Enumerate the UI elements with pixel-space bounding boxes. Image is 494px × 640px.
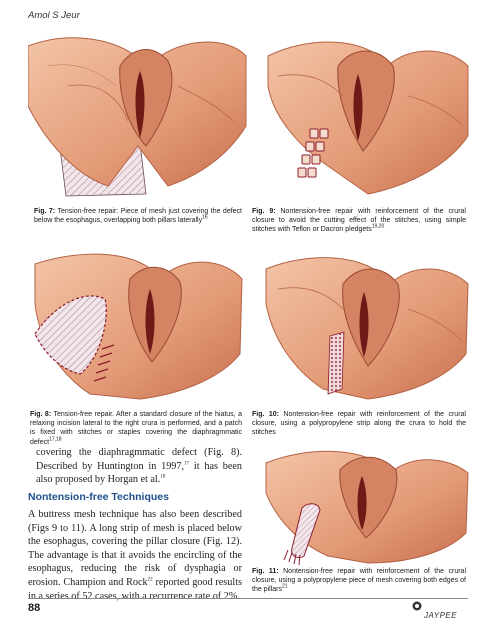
- figure-10-text: Nontension-free repair with reinforcement of the crural closure, using a polypropylene strip along the crura to hold the stitches: [252, 411, 466, 437]
- figure-11-illustration: [258, 438, 472, 566]
- figure-11-text: Nontension-free repair with reinforcement of the crural closure, using a polypropylene piece of mesh covering both edges of the pillars: [252, 568, 466, 594]
- figure-7-illustration: [28, 26, 248, 201]
- figure-7-ref: 16: [202, 214, 208, 221]
- figure-10-label: Fig. 10:: [252, 411, 279, 418]
- figure-7-text: Tension-free repair: Piece of mesh just covering the defect below the esophagus, overlapping both pillars laterally: [34, 208, 242, 225]
- running-header: Amol S Jeur: [28, 10, 80, 21]
- footer-rule: [28, 598, 468, 599]
- paragraph-1-ref-1: 17: [184, 461, 190, 467]
- figure-10-caption: [252, 410, 466, 438]
- figure-9-text: Nontension-free repair with reinforcement of the crural closure to avoid the cutting effect of the stitches, using simple stitches with Teflon or Dacron pledgets: [252, 208, 466, 234]
- figure-9-caption: [252, 207, 466, 235]
- publisher-logo: [412, 601, 468, 625]
- publisher-mark-icon: [412, 601, 422, 611]
- figure-9-illustration: [258, 26, 472, 201]
- body-paragraph-1: [36, 446, 242, 487]
- paragraph-1-text-b: it has been also proposed by Horgan et al.: [36, 460, 242, 486]
- figure-8-text: Tension-free repair. After a standard closure of the hiatus, a relaxing incision lateral to the right crura is performed, and a patch is fixed with stitches or staples covering the diaphragmmatic defect: [30, 411, 242, 446]
- figure-8-caption: [30, 410, 242, 447]
- figure-7-caption: [34, 207, 242, 225]
- figure-8-ref: 17,18: [49, 436, 62, 443]
- figure-8-illustration: [30, 244, 245, 404]
- paragraph-2-text-a: A buttress mesh technique has also been described (Figs 9 to 11). A long strip of mesh is placed below the esophagus, covering the pillar closure (Fig. 12). The advantage is that it avoids the encircling of the esophagus, reducing the risk of dysphagia or erosion. Champion and Rock: [28, 509, 242, 588]
- paragraph-1-text-a: covering the diaphragmmatic defect (Fig. 8). Described by Huntington in 1997,: [36, 447, 242, 472]
- figure-9-label: Fig. 9:: [252, 208, 276, 215]
- figure-11-caption: [252, 567, 466, 595]
- paragraph-1-ref-2: 18: [160, 474, 166, 480]
- paragraph-2-ref: 22: [147, 577, 153, 583]
- figure-11-label: Fig. 11:: [252, 568, 279, 575]
- paragraph-2-text-b: reported good results in a series of 52 cases, with a recurrence rate of 2%.: [28, 576, 242, 602]
- figure-8-label: Fig. 8:: [30, 411, 52, 418]
- figure-10-illustration: [258, 244, 472, 404]
- figure-9-ref: 19,20: [371, 224, 385, 231]
- figure-7-label: Fig. 7:: [34, 208, 56, 215]
- body-paragraph-2: [28, 508, 242, 603]
- section-heading: Nontension-free Techniques: [28, 491, 169, 503]
- publisher-name: JAYPEE: [424, 611, 458, 620]
- page-number: 88: [28, 602, 41, 614]
- figure-11-ref: 21: [281, 584, 288, 591]
